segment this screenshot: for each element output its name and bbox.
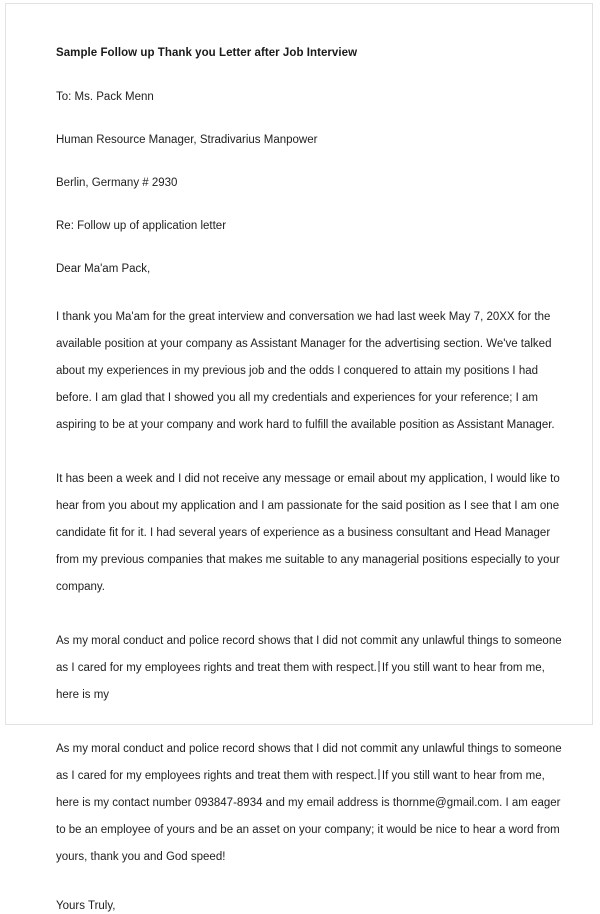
subject-line: Re: Follow up of application letter xyxy=(56,220,227,232)
paragraph-4-text-before-cursor: As my moral conduct and police record shows that I did not commit any unlawful things to someone as I cared for my employees rights and treat them with respect. xyxy=(56,743,562,782)
spacer xyxy=(56,105,568,132)
spacer xyxy=(56,709,568,736)
spacer xyxy=(56,871,568,898)
body-paragraph-1: I thank you Ma'am for the great interview and conversation we had last week May 7, 20XX for the available position at your company as Assistant Manager for the advertising section. We've talked about my experiences in my previous job and the odds I conquered to attain my positions I had before. I am glad that I showed you all my credentials and experiences for your reference; I am aspiring to be at your company and work hard to fulfill the available position as Assistant Manager. xyxy=(56,311,555,431)
body-paragraph-4 xyxy=(56,736,566,871)
spacer xyxy=(56,234,568,261)
body-paragraph-2: It has been a week and I did not receive any message or email about my application, I would like to hear from you about my application and I am passionate for the said position as I see that I am one candidate fit for it. I had several years of experience as a business consultant and Head Manager from my previous companies that makes me suitable to any managerial positions especially to your company. xyxy=(56,473,560,593)
text-cursor-icon xyxy=(378,661,380,672)
recipient-address-line: Berlin, Germany # 2930 xyxy=(56,177,178,189)
spacer xyxy=(56,277,568,304)
spacer xyxy=(56,601,568,628)
paragraph-4-text-after-cursor: If you still want to hear from me, here is my contact number 093847-8934 and my email address is thornme@gmail.com. I am eager to be an employee of yours and be an asset on your company; it would be nice to hear a word from yours, thank you and God speed! xyxy=(56,770,561,863)
body-paragraph-3 xyxy=(56,628,566,709)
recipient-organization-line: Human Resource Manager, Stradivarius Manpower xyxy=(56,134,318,146)
recipient-name-line: To: Ms. Pack Menn xyxy=(56,91,154,103)
paragraph-3-text-after-cursor: If you still want to hear from me, here is my xyxy=(56,662,545,701)
spacer xyxy=(56,61,568,89)
spacer xyxy=(56,148,568,175)
paragraph-3-text-before-cursor: As my moral conduct and police record shows that I did not commit any unlawful things to someone as I cared for my employees rights and treat them with respect. xyxy=(56,635,562,674)
document-title: Sample Follow up Thank you Letter after Job Interview xyxy=(56,47,358,59)
letter-body xyxy=(56,45,568,914)
document-page xyxy=(5,3,593,912)
salutation: Dear Ma'am Pack, xyxy=(56,263,151,275)
spacer xyxy=(56,191,568,218)
spacer xyxy=(56,439,568,466)
closing-signature: Yours Truly, xyxy=(56,900,116,912)
text-cursor-icon xyxy=(378,769,380,780)
